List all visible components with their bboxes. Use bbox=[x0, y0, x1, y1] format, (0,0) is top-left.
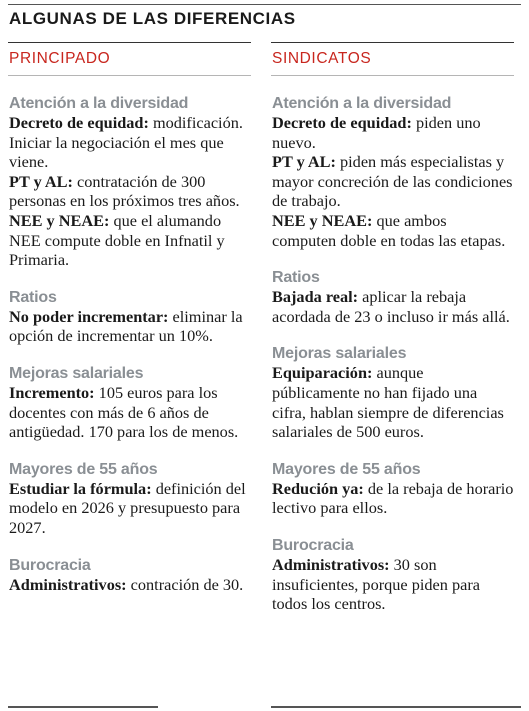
entry bbox=[272, 479, 514, 518]
entry bbox=[272, 211, 514, 250]
entry-text: que ambos computen doble en todas las etapas. bbox=[272, 210, 506, 250]
section-ratios bbox=[271, 268, 514, 326]
entry bbox=[272, 363, 514, 441]
bottom-rule-right bbox=[271, 706, 521, 708]
entry-text: aunque públicamente no han fijado una cifra, hablan siempre de diferencias salariales de 500 euros. bbox=[272, 363, 504, 442]
entry-text: de la rebaja de horario lectivo para ellos. bbox=[272, 478, 514, 518]
entry bbox=[272, 113, 514, 152]
entry bbox=[9, 211, 251, 270]
section-mayores-55 bbox=[8, 460, 251, 538]
section-mayores-55 bbox=[271, 460, 514, 518]
column-top-rule bbox=[8, 42, 251, 43]
entry-lead: NEE y NEAE: bbox=[9, 210, 110, 230]
entry-lead: Estudiar la fórmula: bbox=[9, 478, 152, 498]
entry-text: aplicar la rebaja acordada de 23 o incluso ir más allá. bbox=[272, 287, 510, 326]
column-heading-rule bbox=[271, 75, 514, 76]
infobox-title: ALGUNAS DE LAS DIFERENCIAS bbox=[9, 9, 296, 28]
column-heading: PRINCIPADO bbox=[9, 50, 111, 67]
top-rule bbox=[8, 4, 521, 5]
entry-lead: Decreto de equidad: bbox=[9, 113, 149, 132]
entry-text: 105 euros para los docentes con más de 6 años de antigüedad. 170 para los de menos. bbox=[9, 382, 239, 442]
entry bbox=[9, 113, 251, 172]
column-principado bbox=[8, 42, 251, 594]
entry-text: 30 son insuficientes, porque piden para todos los centros. bbox=[272, 554, 480, 614]
column-sindicatos bbox=[271, 42, 514, 614]
entry bbox=[9, 383, 251, 442]
column-heading: SINDICATOS bbox=[272, 50, 372, 67]
entry-lead: NEE y NEAE: bbox=[272, 210, 373, 230]
entry-text: eliminar la opción de incrementar un 10%. bbox=[9, 306, 243, 346]
entry-lead: Decreto de equidad: bbox=[272, 113, 412, 132]
entry bbox=[9, 575, 251, 595]
section-mejoras-salariales bbox=[271, 344, 514, 441]
section-title: Burocracia bbox=[9, 556, 91, 574]
bottom-rule-left bbox=[8, 706, 158, 708]
entry-lead: PT y AL: bbox=[9, 171, 73, 191]
column-heading-rule bbox=[8, 75, 251, 76]
entry-text: definición del modelo en 2026 y presupuesto para 2027. bbox=[9, 478, 246, 537]
entry bbox=[272, 287, 514, 326]
entry-lead: No poder incrementar: bbox=[9, 306, 169, 326]
section-burocracia bbox=[8, 556, 251, 595]
section-title: Ratios bbox=[9, 288, 57, 306]
section-title: Mejoras salariales bbox=[272, 345, 407, 363]
section-atencion-diversidad bbox=[8, 94, 251, 270]
entry-lead: Bajada real: bbox=[272, 287, 359, 307]
entry-lead: Incremento: bbox=[9, 382, 95, 402]
entry-lead: Equiparación: bbox=[272, 363, 373, 383]
column-top-rule bbox=[271, 42, 514, 43]
section-burocracia bbox=[271, 536, 514, 614]
entry-text: piden más especialistas y mayor concreción de las condiciones de trabajo. bbox=[272, 152, 513, 211]
entry-lead: Redución ya: bbox=[272, 478, 364, 498]
section-title: Mejoras salariales bbox=[9, 364, 144, 382]
section-mejoras-salariales bbox=[8, 364, 251, 442]
entry bbox=[272, 555, 514, 614]
section-title: Ratios bbox=[272, 269, 320, 287]
entry bbox=[9, 307, 251, 346]
entry-text: que el alumando NEE compute doble en Infnatil y Primaria. bbox=[9, 210, 225, 270]
entry-lead: PT y AL: bbox=[272, 152, 336, 172]
entry-text: piden uno nuevo. bbox=[272, 113, 481, 152]
entry bbox=[9, 172, 251, 211]
entry bbox=[9, 479, 251, 538]
entry-lead: Administrativos: bbox=[272, 554, 390, 574]
section-title: Atención a la diversidad bbox=[272, 95, 452, 112]
section-title: Atención a la diversidad bbox=[9, 95, 189, 112]
entry-text: modificación. Iniciar la negociación el mes que viene. bbox=[9, 113, 243, 172]
section-atencion-diversidad bbox=[271, 94, 514, 250]
section-title: Mayores de 55 años bbox=[272, 460, 421, 478]
entry-text: contratación de 300 personas en los próximos tres años. bbox=[9, 171, 240, 211]
entry-text: contración de 30. bbox=[126, 574, 244, 594]
entry bbox=[272, 152, 514, 211]
section-title: Burocracia bbox=[272, 536, 354, 554]
section-ratios bbox=[8, 288, 251, 346]
entry-lead: Administrativos: bbox=[9, 574, 127, 594]
section-title: Mayores de 55 años bbox=[9, 460, 158, 478]
